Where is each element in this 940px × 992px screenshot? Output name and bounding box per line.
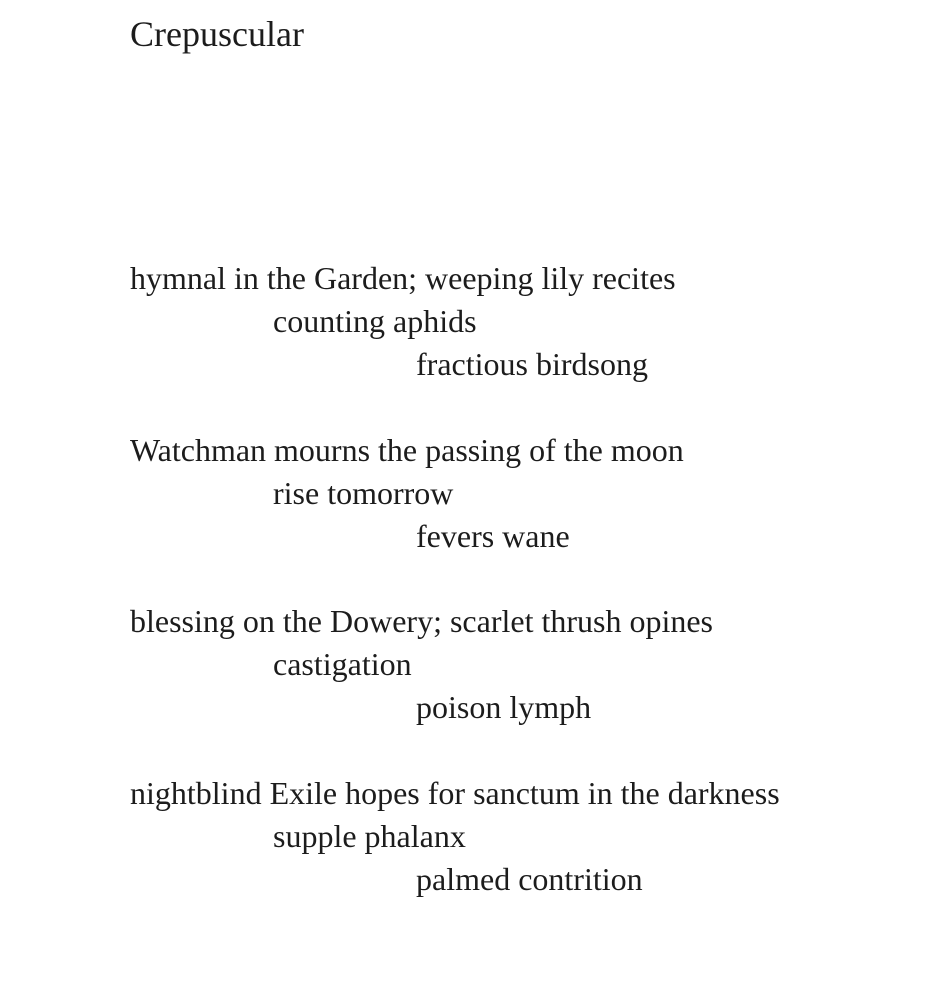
stanza-line-double-indented: palmed contrition	[416, 861, 643, 897]
poem-title: Crepuscular	[130, 14, 304, 54]
stanza	[130, 257, 920, 386]
stanza-line-double-indented: poison lymph	[416, 689, 592, 725]
stanza-line: nightblind Exile hopes for sanctum in the darkness	[130, 775, 780, 811]
stanza-line: blessing on the Dowery; scarlet thrush opines	[130, 603, 713, 639]
stanza	[130, 429, 920, 558]
stanza-line-indented: counting aphids	[273, 303, 477, 339]
stanza-line-double-indented: fevers wane	[416, 518, 570, 554]
stanza-line-indented: rise tomorrow	[273, 475, 454, 511]
stanza-line: hymnal in the Garden; weeping lily recites	[130, 260, 676, 296]
stanza-line-indented: castigation	[273, 646, 412, 682]
stanza-line-indented: supple phalanx	[273, 818, 466, 854]
stanza	[130, 600, 920, 729]
stanza	[130, 772, 920, 901]
stanza-line: Watchman mourns the passing of the moon	[130, 432, 684, 468]
stanza-line-double-indented: fractious birdsong	[416, 346, 648, 382]
